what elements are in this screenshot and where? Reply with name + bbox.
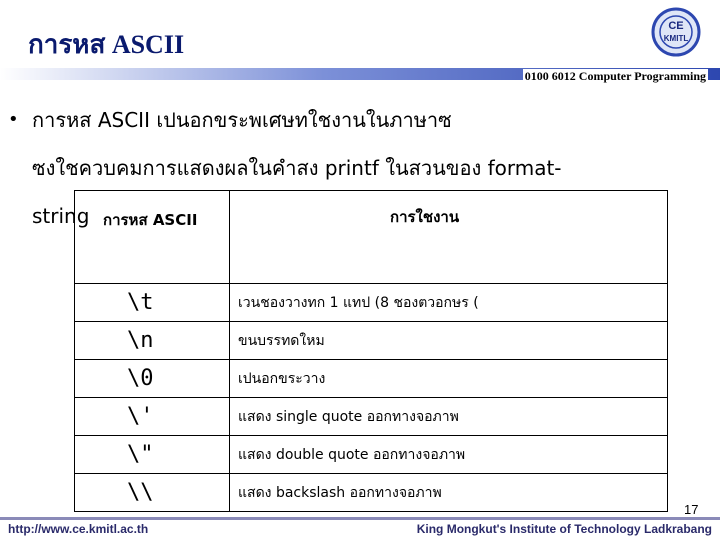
escape-usage: แสดง double quote ออกทางจอภาพ [230, 436, 668, 474]
footer-institution: King Mongkut's Institute of Technology Ladkrabang [416, 522, 712, 536]
header-ascii-code: การหส ASCII [75, 191, 230, 284]
table-row [75, 474, 668, 512]
table-row [75, 284, 668, 322]
table-row [75, 322, 668, 360]
escape-usage: แสดง single quote ออกทางจอภาพ [230, 398, 668, 436]
table-row [75, 436, 668, 474]
escape-code: \n [75, 322, 230, 360]
logo-text-top: CE [668, 20, 684, 32]
footer-url-link[interactable]: http://www.ce.kmitl.ac.th [8, 522, 149, 536]
bullet-line-3: string [32, 204, 90, 228]
escape-code: \\ [75, 474, 230, 512]
escape-usage: เวนชองวางทก 1 แทป (8 ชองตวอกษร ( [230, 284, 668, 322]
slide-title: การหส ASCII [28, 30, 185, 59]
escape-code-table [74, 190, 668, 512]
escape-usage: เปนอกขระวาง [230, 360, 668, 398]
header-usage: การใชงาน [230, 191, 668, 284]
escape-code: \' [75, 398, 230, 436]
course-label: 0100 6012 Computer Programming [524, 69, 706, 83]
bullet-line-2: ซงใชควบคมการแสดงผลในคำสง printf ในสวนของ format- [32, 156, 562, 180]
escape-usage: แสดง backslash ออกทางจอภาพ [230, 474, 668, 512]
bullet-line-1: การหส ASCII เปนอกขระพเศษทใชงานในภาษาซ [32, 108, 452, 132]
logo-text-bottom: KMITL [663, 34, 689, 43]
escape-code: \0 [75, 360, 230, 398]
footer-divider [0, 517, 720, 520]
table-header-row [75, 191, 668, 284]
ce-kmitl-logo [650, 6, 702, 58]
table-row [75, 360, 668, 398]
bullet-icon: • [8, 109, 19, 130]
escape-usage: ขนบรรทดใหม [230, 322, 668, 360]
table-row [75, 398, 668, 436]
escape-code: \t [75, 284, 230, 322]
escape-code: \" [75, 436, 230, 474]
page-number: 17 [684, 502, 699, 517]
